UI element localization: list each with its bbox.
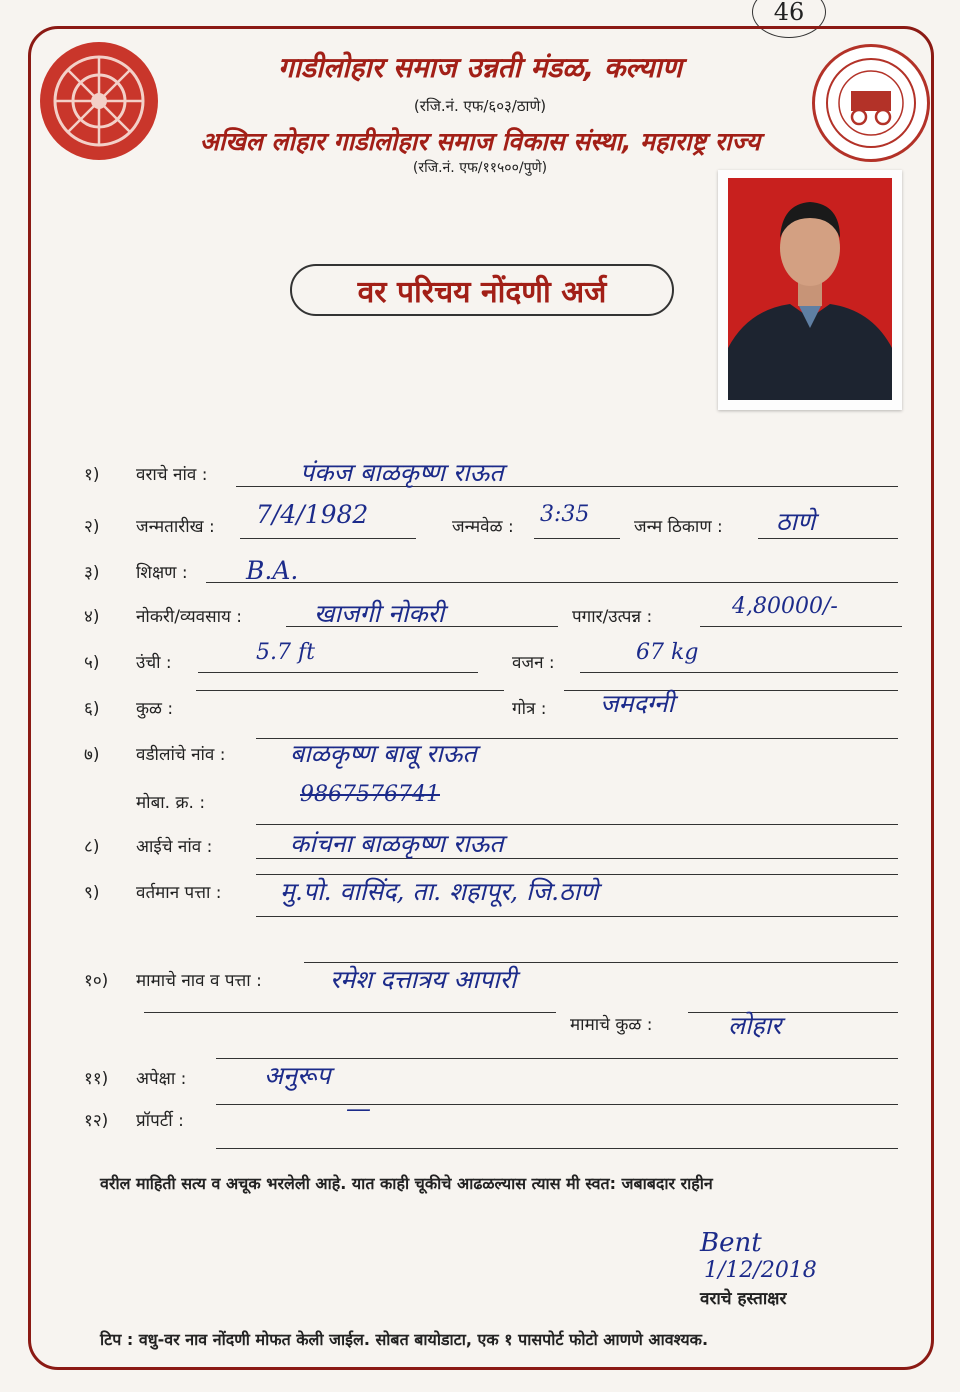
wheel-icon <box>49 51 149 151</box>
education-value[interactable]: B.A. <box>246 556 299 585</box>
mobile-line <box>256 824 898 825</box>
clan-line <box>196 690 504 691</box>
birth-time-label: जन्मवेळ : <box>452 517 514 537</box>
declaration-text: वरील माहिती सत्य व अचूक भरलेली आहे. यात काही चूकीचे आढळल्यास त्यास मी स्वत: जबाबदार राहीन <box>100 1174 713 1193</box>
signature-mark: Bent <box>700 1228 762 1258</box>
income-value[interactable]: 4,80000/- <box>732 594 838 619</box>
org-registration-primary: (रजि.नं. एफ/६०३/ठाणे) <box>413 97 547 115</box>
birth-time-line <box>534 538 620 539</box>
weight-value[interactable]: 67 kg <box>636 640 699 665</box>
gotra-value[interactable]: जमदग्नी <box>600 689 675 718</box>
occupation-value[interactable]: खाजगी नोकरी <box>314 599 445 628</box>
address-label: वर्तमान पत्ता : <box>136 883 222 903</box>
groom-name-value[interactable]: पंकज बाळकृष्ण राऊत <box>300 458 504 487</box>
expectation-label: अपेक्षा : <box>136 1069 187 1089</box>
mother-name-label: आईचे नांव : <box>136 837 213 857</box>
maternal-clan-line <box>688 1012 898 1013</box>
property-line-2 <box>216 1148 898 1149</box>
birth-date-label: जन्मतारीख : <box>136 517 215 537</box>
property-label: प्रॉपर्टी : <box>136 1111 184 1131</box>
signature-date: 1/12/2018 <box>704 1258 817 1283</box>
income-line <box>700 626 902 627</box>
passport-photo <box>718 170 902 410</box>
maternal-uncle-value[interactable]: रमेश दत्तात्रय आपारी <box>330 965 517 994</box>
org-title-secondary: अखिल लोहार गाडीलोहार समाज विकास संस्था, महाराष्ट्र राज्य <box>199 127 761 156</box>
height-line <box>198 672 478 673</box>
field-number: ४) <box>84 607 100 627</box>
mobile-label: मोबा. क्र. : <box>136 793 206 813</box>
field-number: २) <box>84 517 100 537</box>
person-photo-icon <box>728 178 892 400</box>
page-number: 46 <box>752 0 826 38</box>
maternal-uncle-label: मामाचे नाव व पत्ता : <box>136 971 262 991</box>
clan-label: कुळ : <box>136 699 174 719</box>
education-label: शिक्षण : <box>136 563 188 583</box>
left-emblem-logo <box>40 42 158 160</box>
height-value[interactable]: 5.7 ft <box>256 640 315 665</box>
field-number: ७) <box>84 745 100 765</box>
address-value[interactable]: मु.पो. वासिंद, ता. शहापूर, जि.ठाणे <box>280 877 599 906</box>
field-number: ३) <box>84 563 100 583</box>
occupation-label: नोकरी/व्यवसाय : <box>136 607 242 627</box>
property-value[interactable]: — <box>346 1094 371 1123</box>
footer-note: टिप : वधु-वर नाव नोंदणी मोफत केली जाईल. सोबत बायोडाटा, एक १ पासपोर्ट फोटो आणणे आवश्यक. <box>100 1330 709 1349</box>
field-number: ६) <box>84 699 100 719</box>
right-emblem-logo <box>812 44 930 162</box>
birth-time-value[interactable]: 3:35 <box>540 502 590 527</box>
birth-date-value[interactable]: 7/4/1982 <box>256 500 369 529</box>
field-number: ८) <box>84 837 100 857</box>
field-number: १०) <box>84 971 109 991</box>
cart-icon <box>823 55 919 151</box>
birth-date-line <box>240 538 416 539</box>
gotra-label: गोत्र : <box>512 699 547 719</box>
org-registration-secondary: (रजि.नं. एफ/११५००/पुणे) <box>412 160 548 176</box>
org-title-primary: गाडीलोहार समाज उन्नती मंडळ, कल्याण <box>278 51 682 84</box>
maternal-clan-label: मामाचे कुळ : <box>570 1015 653 1035</box>
birth-place-label: जन्म ठिकाण : <box>634 517 723 537</box>
field-number: ५) <box>84 653 100 673</box>
form-title: वर परिचय नोंदणी अर्ज <box>290 264 674 316</box>
expectation-value[interactable]: अनुरूप <box>264 1061 331 1090</box>
maternal-uncle-line-2 <box>144 1012 556 1013</box>
field-number: ९) <box>84 883 100 903</box>
height-label: उंची : <box>136 653 172 673</box>
father-name-label: वडीलांचे नांव : <box>136 745 226 765</box>
father-name-value[interactable]: बाळकृष्ण बाबू राऊत <box>290 739 477 768</box>
maternal-clan-value[interactable]: लोहार <box>728 1011 782 1040</box>
income-label: पगार/उत्पन्न : <box>572 607 653 627</box>
birth-place-line <box>758 538 898 539</box>
field-number: १) <box>84 465 100 485</box>
address-line-2 <box>256 916 898 917</box>
signature-label: वराचे हस्ताक्षर <box>700 1289 787 1309</box>
mobile-value[interactable]: 9867576741 <box>300 782 440 807</box>
weight-line <box>580 672 898 673</box>
field-number: ११) <box>84 1069 109 1089</box>
mother-name-value[interactable]: कांचना बाळकृष्ण राऊत <box>290 829 504 858</box>
field-number: १२) <box>84 1111 109 1131</box>
property-line <box>216 1104 898 1105</box>
weight-label: वजन : <box>512 653 555 673</box>
groom-name-label: वराचे नांव : <box>136 465 208 485</box>
birth-place-value[interactable]: ठाणे <box>776 507 816 536</box>
education-line <box>206 582 898 583</box>
